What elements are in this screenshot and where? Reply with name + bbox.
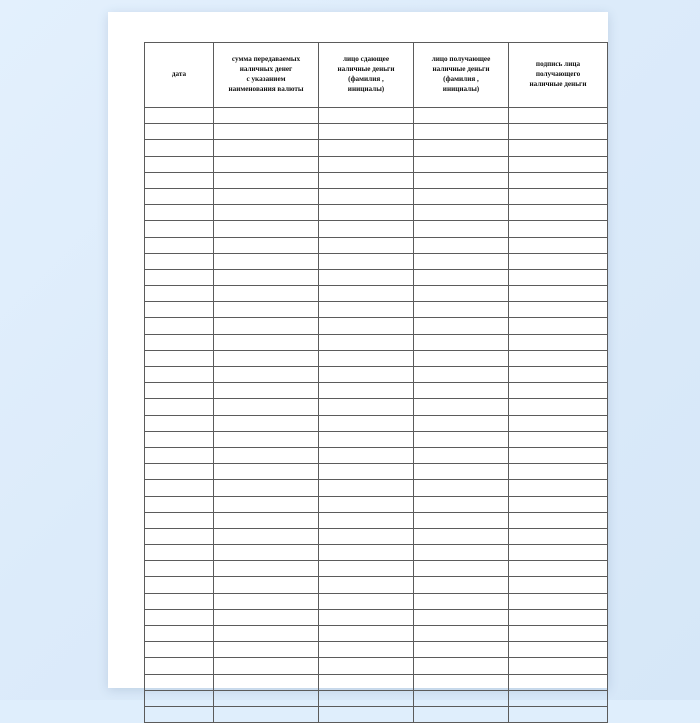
table-cell-giver[interactable] bbox=[319, 269, 414, 285]
table-cell-receiver[interactable] bbox=[414, 480, 509, 496]
table-cell-receiver[interactable] bbox=[414, 577, 509, 593]
table-cell-sign[interactable] bbox=[509, 512, 608, 528]
table-cell-date[interactable] bbox=[145, 399, 214, 415]
column-header-giver-line-4: инициалы) bbox=[347, 84, 385, 93]
table-cell-sign[interactable] bbox=[509, 334, 608, 350]
table-cell-sign[interactable] bbox=[509, 609, 608, 625]
table-cell-sign[interactable] bbox=[509, 399, 608, 415]
table-cell-sign[interactable] bbox=[509, 302, 608, 318]
table-cell-sign[interactable] bbox=[509, 480, 608, 496]
table-row bbox=[145, 334, 608, 350]
table-cell-sign[interactable] bbox=[509, 221, 608, 237]
table-cell-sum[interactable] bbox=[214, 464, 319, 480]
table-cell-giver[interactable] bbox=[319, 496, 414, 512]
table-cell-date[interactable] bbox=[145, 334, 214, 350]
table-cell-giver[interactable] bbox=[319, 447, 414, 463]
table-cell-date[interactable] bbox=[145, 302, 214, 318]
table-cell-giver[interactable] bbox=[319, 690, 414, 706]
column-header-receiver-line-3: (фамилия , bbox=[443, 75, 479, 83]
column-header-giver-line-3: (фамилия , bbox=[348, 75, 384, 83]
table-cell-date[interactable] bbox=[145, 658, 214, 674]
table-cell-sign[interactable] bbox=[509, 593, 608, 609]
column-header-date-line-1: дата bbox=[171, 70, 187, 79]
table-cell-sum[interactable] bbox=[214, 269, 319, 285]
column-header-signature-line-3: наличные деньги bbox=[529, 79, 587, 88]
table-cell-giver[interactable] bbox=[319, 545, 414, 561]
table-cell-date[interactable] bbox=[145, 609, 214, 625]
table-cell-sign[interactable] bbox=[509, 464, 608, 480]
table-cell-sum[interactable] bbox=[214, 237, 319, 253]
table-cell-date[interactable] bbox=[145, 172, 214, 188]
table-cell-giver[interactable] bbox=[319, 172, 414, 188]
document-page bbox=[108, 12, 608, 688]
table-row bbox=[145, 658, 608, 674]
table-cell-receiver[interactable] bbox=[414, 609, 509, 625]
table-cell-receiver[interactable] bbox=[414, 512, 509, 528]
table-row bbox=[145, 108, 608, 124]
table-row bbox=[145, 286, 608, 302]
table-cell-receiver[interactable] bbox=[414, 399, 509, 415]
table-cell-date[interactable] bbox=[145, 221, 214, 237]
table-cell-sum[interactable] bbox=[214, 205, 319, 221]
table-cell-date[interactable] bbox=[145, 286, 214, 302]
table-cell-receiver[interactable] bbox=[414, 318, 509, 334]
table-cell-sum[interactable] bbox=[214, 156, 319, 172]
table-cell-sign[interactable] bbox=[509, 561, 608, 577]
table-cell-receiver[interactable] bbox=[414, 658, 509, 674]
column-header-receiver bbox=[414, 43, 509, 108]
column-header-sum-line-1: сумма передаваемых bbox=[231, 55, 301, 64]
table-cell-date[interactable] bbox=[145, 626, 214, 642]
table-cell-receiver[interactable] bbox=[414, 237, 509, 253]
table-cell-sum[interactable] bbox=[214, 528, 319, 544]
table-cell-giver[interactable] bbox=[319, 642, 414, 658]
table-cell-date[interactable] bbox=[145, 593, 214, 609]
table-cell-giver[interactable] bbox=[319, 221, 414, 237]
table-cell-giver[interactable] bbox=[319, 399, 414, 415]
table-row bbox=[145, 156, 608, 172]
table-cell-sign[interactable] bbox=[509, 626, 608, 642]
table-cell-giver[interactable] bbox=[319, 108, 414, 124]
table-cell-receiver[interactable] bbox=[414, 286, 509, 302]
table-cell-sign[interactable] bbox=[509, 658, 608, 674]
table-cell-sum[interactable] bbox=[214, 658, 319, 674]
table-cell-sum[interactable] bbox=[214, 642, 319, 658]
table-cell-sign[interactable] bbox=[509, 286, 608, 302]
table-cell-sign[interactable] bbox=[509, 545, 608, 561]
table-cell-date[interactable] bbox=[145, 237, 214, 253]
table-cell-giver[interactable] bbox=[319, 253, 414, 269]
column-header-giver-line-1: лицо сдающее bbox=[342, 55, 390, 64]
table-cell-receiver[interactable] bbox=[414, 593, 509, 609]
table-header bbox=[145, 43, 608, 108]
table-cell-giver[interactable] bbox=[319, 156, 414, 172]
document-sheet bbox=[144, 42, 587, 660]
table-cell-sign[interactable] bbox=[509, 577, 608, 593]
table-cell-sum[interactable] bbox=[214, 334, 319, 350]
table-cell-sign[interactable] bbox=[509, 415, 608, 431]
table-cell-giver[interactable] bbox=[319, 528, 414, 544]
table-cell-sum[interactable] bbox=[214, 286, 319, 302]
table-cell-sum[interactable] bbox=[214, 253, 319, 269]
table-row bbox=[145, 399, 608, 415]
table-cell-sum[interactable] bbox=[214, 577, 319, 593]
column-header-receiver-line-1: лицо получающее bbox=[431, 55, 491, 64]
table-cell-sum[interactable] bbox=[214, 415, 319, 431]
table-cell-date[interactable] bbox=[145, 108, 214, 124]
table-cell-sign[interactable] bbox=[509, 237, 608, 253]
table-cell-receiver[interactable] bbox=[414, 626, 509, 642]
table-cell-receiver[interactable] bbox=[414, 140, 509, 156]
table-cell-giver[interactable] bbox=[319, 383, 414, 399]
table-cell-giver[interactable] bbox=[319, 561, 414, 577]
table-cell-date[interactable] bbox=[145, 367, 214, 383]
table-cell-giver[interactable] bbox=[319, 674, 414, 690]
table-cell-sum[interactable] bbox=[214, 350, 319, 366]
table-cell-sum[interactable] bbox=[214, 512, 319, 528]
table-row bbox=[145, 205, 608, 221]
table-row bbox=[145, 690, 608, 706]
table-row bbox=[145, 626, 608, 642]
table-cell-sign[interactable] bbox=[509, 108, 608, 124]
table-cell-giver[interactable] bbox=[319, 658, 414, 674]
table-row bbox=[145, 545, 608, 561]
table-cell-sum[interactable] bbox=[214, 302, 319, 318]
table-row bbox=[145, 431, 608, 447]
table-cell-receiver[interactable] bbox=[414, 415, 509, 431]
table-cell-receiver[interactable] bbox=[414, 496, 509, 512]
table-cell-receiver[interactable] bbox=[414, 383, 509, 399]
table-cell-receiver[interactable] bbox=[414, 172, 509, 188]
table-cell-sign[interactable] bbox=[509, 706, 608, 722]
column-header-signature-line-2: получающего bbox=[535, 70, 581, 79]
table-cell-date[interactable] bbox=[145, 205, 214, 221]
table-cell-date[interactable] bbox=[145, 350, 214, 366]
table-cell-giver[interactable] bbox=[319, 188, 414, 204]
table-row bbox=[145, 528, 608, 544]
column-header-sum-line-4: наименования валюты bbox=[228, 84, 304, 93]
table-cell-date[interactable] bbox=[145, 464, 214, 480]
table-cell-sign[interactable] bbox=[509, 528, 608, 544]
table-cell-giver[interactable] bbox=[319, 512, 414, 528]
table-cell-sum[interactable] bbox=[214, 221, 319, 237]
table-cell-sum[interactable] bbox=[214, 108, 319, 124]
table-cell-sum[interactable] bbox=[214, 480, 319, 496]
table-cell-receiver[interactable] bbox=[414, 334, 509, 350]
table-cell-receiver[interactable] bbox=[414, 431, 509, 447]
table-row bbox=[145, 172, 608, 188]
column-header-sum-line-3: с указанием bbox=[246, 75, 286, 83]
column-header-signature-line-1: подпись лица bbox=[535, 60, 581, 69]
table-cell-giver[interactable] bbox=[319, 480, 414, 496]
table-row bbox=[145, 221, 608, 237]
table-cell-sign[interactable] bbox=[509, 642, 608, 658]
table-cell-receiver[interactable] bbox=[414, 447, 509, 463]
table-cell-sign[interactable] bbox=[509, 350, 608, 366]
column-header-receiver-line-2: наличные деньги bbox=[432, 65, 490, 74]
column-header-giver bbox=[319, 43, 414, 108]
table-cell-giver[interactable] bbox=[319, 318, 414, 334]
table-row bbox=[145, 124, 608, 140]
table-cell-giver[interactable] bbox=[319, 350, 414, 366]
table-cell-giver[interactable] bbox=[319, 205, 414, 221]
table-cell-sign[interactable] bbox=[509, 124, 608, 140]
table-cell-date[interactable] bbox=[145, 706, 214, 722]
table-cell-sign[interactable] bbox=[509, 318, 608, 334]
table-cell-date[interactable] bbox=[145, 447, 214, 463]
table-row bbox=[145, 253, 608, 269]
table-cell-date[interactable] bbox=[145, 431, 214, 447]
table-row bbox=[145, 706, 608, 722]
table-row bbox=[145, 318, 608, 334]
table-cell-giver[interactable] bbox=[319, 140, 414, 156]
table-row bbox=[145, 367, 608, 383]
table-cell-date[interactable] bbox=[145, 545, 214, 561]
table-cell-giver[interactable] bbox=[319, 334, 414, 350]
table-cell-receiver[interactable] bbox=[414, 674, 509, 690]
table-cell-sign[interactable] bbox=[509, 156, 608, 172]
table-cell-receiver[interactable] bbox=[414, 302, 509, 318]
table-cell-receiver[interactable] bbox=[414, 545, 509, 561]
table-cell-sign[interactable] bbox=[509, 253, 608, 269]
table-cell-date[interactable] bbox=[145, 642, 214, 658]
table-cell-date[interactable] bbox=[145, 690, 214, 706]
table-cell-giver[interactable] bbox=[319, 367, 414, 383]
table-cell-receiver[interactable] bbox=[414, 124, 509, 140]
table-cell-date[interactable] bbox=[145, 318, 214, 334]
table-cell-sum[interactable] bbox=[214, 545, 319, 561]
table-cell-sum[interactable] bbox=[214, 561, 319, 577]
table-cell-sign[interactable] bbox=[509, 690, 608, 706]
table-cell-sum[interactable] bbox=[214, 626, 319, 642]
table-cell-sign[interactable] bbox=[509, 447, 608, 463]
table-cell-sign[interactable] bbox=[509, 188, 608, 204]
table-row bbox=[145, 593, 608, 609]
column-header-date bbox=[145, 43, 214, 108]
table-row bbox=[145, 415, 608, 431]
table-cell-receiver[interactable] bbox=[414, 221, 509, 237]
table-row bbox=[145, 496, 608, 512]
table-row bbox=[145, 140, 608, 156]
table-cell-sum[interactable] bbox=[214, 367, 319, 383]
table-cell-sign[interactable] bbox=[509, 431, 608, 447]
table-row bbox=[145, 383, 608, 399]
table-cell-sum[interactable] bbox=[214, 172, 319, 188]
table-cell-date[interactable] bbox=[145, 577, 214, 593]
table-cell-sum[interactable] bbox=[214, 399, 319, 415]
table-cell-receiver[interactable] bbox=[414, 269, 509, 285]
table-row bbox=[145, 642, 608, 658]
column-header-giver-line-2: наличные деньги bbox=[337, 65, 395, 74]
table-cell-receiver[interactable] bbox=[414, 528, 509, 544]
table-cell-giver[interactable] bbox=[319, 464, 414, 480]
table-cell-sign[interactable] bbox=[509, 496, 608, 512]
table-cell-receiver[interactable] bbox=[414, 156, 509, 172]
table-cell-giver[interactable] bbox=[319, 237, 414, 253]
table-cell-date[interactable] bbox=[145, 383, 214, 399]
column-header-receiver-line-4: инициалы) bbox=[442, 84, 480, 93]
table-cell-receiver[interactable] bbox=[414, 350, 509, 366]
table-row bbox=[145, 447, 608, 463]
table-cell-receiver[interactable] bbox=[414, 464, 509, 480]
table-row bbox=[145, 464, 608, 480]
table-cell-giver[interactable] bbox=[319, 124, 414, 140]
table-cell-sum[interactable] bbox=[214, 609, 319, 625]
table-row bbox=[145, 577, 608, 593]
table-cell-receiver[interactable] bbox=[414, 188, 509, 204]
table-cell-sign[interactable] bbox=[509, 674, 608, 690]
table-row bbox=[145, 237, 608, 253]
table-row bbox=[145, 302, 608, 318]
table-cell-sign[interactable] bbox=[509, 367, 608, 383]
table-cell-sum[interactable] bbox=[214, 674, 319, 690]
table-cell-giver[interactable] bbox=[319, 706, 414, 722]
table-body bbox=[145, 108, 608, 723]
table-row bbox=[145, 269, 608, 285]
table-cell-sum[interactable] bbox=[214, 431, 319, 447]
table-cell-date[interactable] bbox=[145, 253, 214, 269]
table-cell-date[interactable] bbox=[145, 480, 214, 496]
table-cell-sum[interactable] bbox=[214, 318, 319, 334]
table-cell-date[interactable] bbox=[145, 124, 214, 140]
table-cell-giver[interactable] bbox=[319, 577, 414, 593]
table-cell-sign[interactable] bbox=[509, 172, 608, 188]
table-cell-sum[interactable] bbox=[214, 188, 319, 204]
table-cell-date[interactable] bbox=[145, 496, 214, 512]
table-cell-giver[interactable] bbox=[319, 431, 414, 447]
table-cell-sum[interactable] bbox=[214, 140, 319, 156]
ledger-table bbox=[144, 42, 608, 723]
table-row bbox=[145, 512, 608, 528]
table-cell-date[interactable] bbox=[145, 415, 214, 431]
table-cell-sum[interactable] bbox=[214, 124, 319, 140]
table-row bbox=[145, 188, 608, 204]
table-cell-sum[interactable] bbox=[214, 593, 319, 609]
table-cell-receiver[interactable] bbox=[414, 205, 509, 221]
table-row bbox=[145, 350, 608, 366]
table-row bbox=[145, 480, 608, 496]
table-cell-receiver[interactable] bbox=[414, 706, 509, 722]
table-cell-sum[interactable] bbox=[214, 447, 319, 463]
table-cell-giver[interactable] bbox=[319, 415, 414, 431]
column-header-sum bbox=[214, 43, 319, 108]
table-cell-date[interactable] bbox=[145, 674, 214, 690]
table-cell-giver[interactable] bbox=[319, 302, 414, 318]
column-header-sum-line-2: наличных денег bbox=[239, 65, 293, 74]
table-cell-sign[interactable] bbox=[509, 269, 608, 285]
table-cell-sum[interactable] bbox=[214, 496, 319, 512]
column-header-signature bbox=[509, 43, 608, 108]
table-cell-date[interactable] bbox=[145, 188, 214, 204]
table-cell-receiver[interactable] bbox=[414, 690, 509, 706]
table-cell-giver[interactable] bbox=[319, 626, 414, 642]
table-header-row bbox=[145, 43, 608, 108]
table-cell-receiver[interactable] bbox=[414, 367, 509, 383]
table-cell-receiver[interactable] bbox=[414, 561, 509, 577]
table-cell-date[interactable] bbox=[145, 269, 214, 285]
table-cell-sign[interactable] bbox=[509, 205, 608, 221]
table-row bbox=[145, 674, 608, 690]
table-cell-sign[interactable] bbox=[509, 383, 608, 399]
table-cell-giver[interactable] bbox=[319, 593, 414, 609]
table-cell-giver[interactable] bbox=[319, 609, 414, 625]
table-cell-sign[interactable] bbox=[509, 140, 608, 156]
table-cell-date[interactable] bbox=[145, 156, 214, 172]
table-cell-receiver[interactable] bbox=[414, 642, 509, 658]
table-cell-date[interactable] bbox=[145, 528, 214, 544]
table-cell-sum[interactable] bbox=[214, 383, 319, 399]
table-cell-giver[interactable] bbox=[319, 286, 414, 302]
table-cell-sum[interactable] bbox=[214, 706, 319, 722]
table-row bbox=[145, 561, 608, 577]
table-cell-sum[interactable] bbox=[214, 690, 319, 706]
table-row bbox=[145, 609, 608, 625]
table-cell-receiver[interactable] bbox=[414, 108, 509, 124]
table-cell-receiver[interactable] bbox=[414, 253, 509, 269]
table-cell-date[interactable] bbox=[145, 512, 214, 528]
table-cell-date[interactable] bbox=[145, 561, 214, 577]
table-cell-date[interactable] bbox=[145, 140, 214, 156]
